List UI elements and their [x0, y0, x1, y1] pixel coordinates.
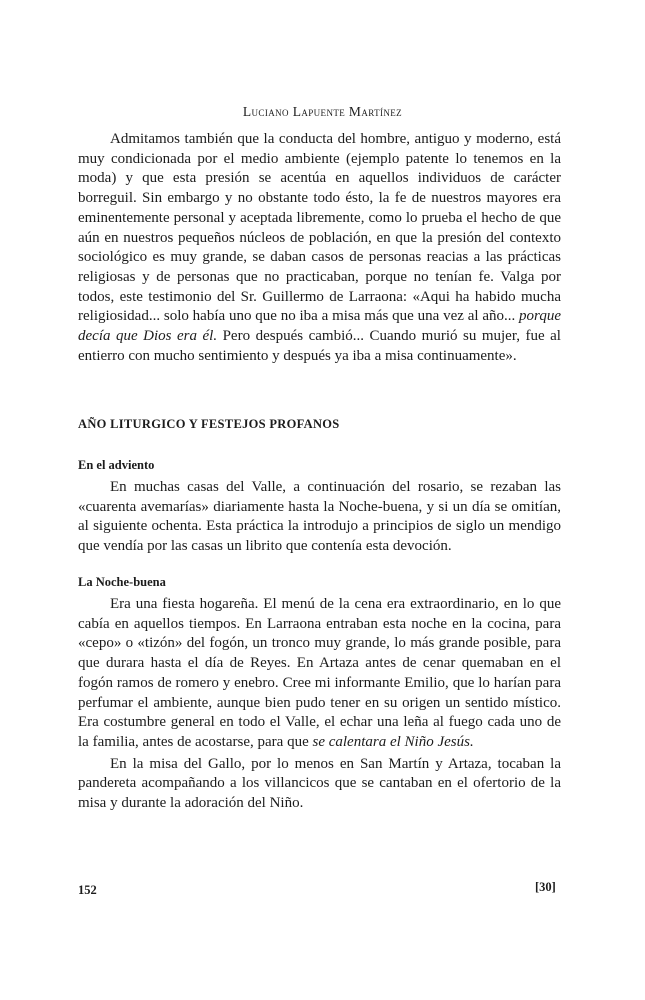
subsection-title-nochebuena: La Noche-buena [78, 575, 166, 589]
adviento-paragraph: En muchas casas del Valle, a continuación del rosario, se rezaban las «cuarenta avemarías» diariamente hasta la Noche-buena, y si un día se omitían, al siguiente ochenta. Esta práctica la introdujo a principios de siglo un mendigo que vendía por las casas un librito que contenía esta devoción. [78, 479, 561, 555]
nochebuena-paragraph-2: En la misa del Gallo, por lo menos en San Martín y Artaza, tocaban la pandereta acompañando a los villancicos que se cantaban en el ofertorio de la misa y durante la adoración del Niño. [78, 755, 561, 812]
running-head: Luciano Lapuente Martínez [242, 104, 403, 119]
intro-paragraph [78, 130, 561, 366]
intro-text-start: Admitamos también que la conducta del hombre, antiguo y moderno, está muy condicionada por el medio ambiente (ejemplo patente lo tenemos en la moda) y que esta presión se acentúa en aquellos individuos de carácter borreguil. Sin embargo y no obstante todo ésto, la fe de nuestros mayores era eminentemente personal y aceptada libremente, como lo prueba el hecho de que aún en nuestros pequeños núcleos de población, en que la presión del contexto sociológico es muy grande, se daban casos de personas reacias a las prácticas religiosas y de personas que no practicaban, porque no tenían fe. Valga por todos, este testimonio del Sr. Guillermo de Larraona: «Aqui ha habido mucha religiosidad... solo había uno que no iba a misa más que una vez al año... [78, 131, 561, 325]
nochebuena-italic: se calentara el Niño Jesús. [312, 733, 474, 750]
subsection-title-adviento: En el adviento [78, 458, 155, 472]
nochebuena-paragraph-1 [78, 595, 561, 753]
nochebuena-text: Era una fiesta hogareña. El menú de la cena era extraordinario, en lo que cabía en aquellos tiempos. En Larraona entraban esta noche en la cocina, para «cepo» o «tizón» del fogón, un tronco muy grande, lo más grande posible, para que durara hasta el día de Reyes. En Artaza antes de cenar quemaban en el fogón ramos de romero y enebro. Cree mi informante Emilio, que lo harían para perfumar el ambiente, aunque bien pudo tener en su origen un sentido místico. Era costumbre general en todo el Valle, el echar una leña al fuego cada uno de la familia, antes de acostarse, para que [78, 596, 561, 750]
page-number: 152 [78, 883, 97, 897]
section-title: AÑO LITURGICO Y FESTEJOS PROFANOS [78, 417, 340, 431]
intro-text-end: Pero después cambió... Cuando murió su mujer, fue al entierro con mucho sentimiento y después ya iba a misa continuamente». [78, 328, 561, 364]
nochebuena-paragraph-block [78, 595, 561, 814]
adviento-paragraph-block [78, 478, 561, 557]
intro-italic-quote: porque decía que Dios era él. [78, 308, 561, 345]
intro-paragraph-block [78, 130, 561, 366]
page-reference: [30] [535, 880, 556, 894]
